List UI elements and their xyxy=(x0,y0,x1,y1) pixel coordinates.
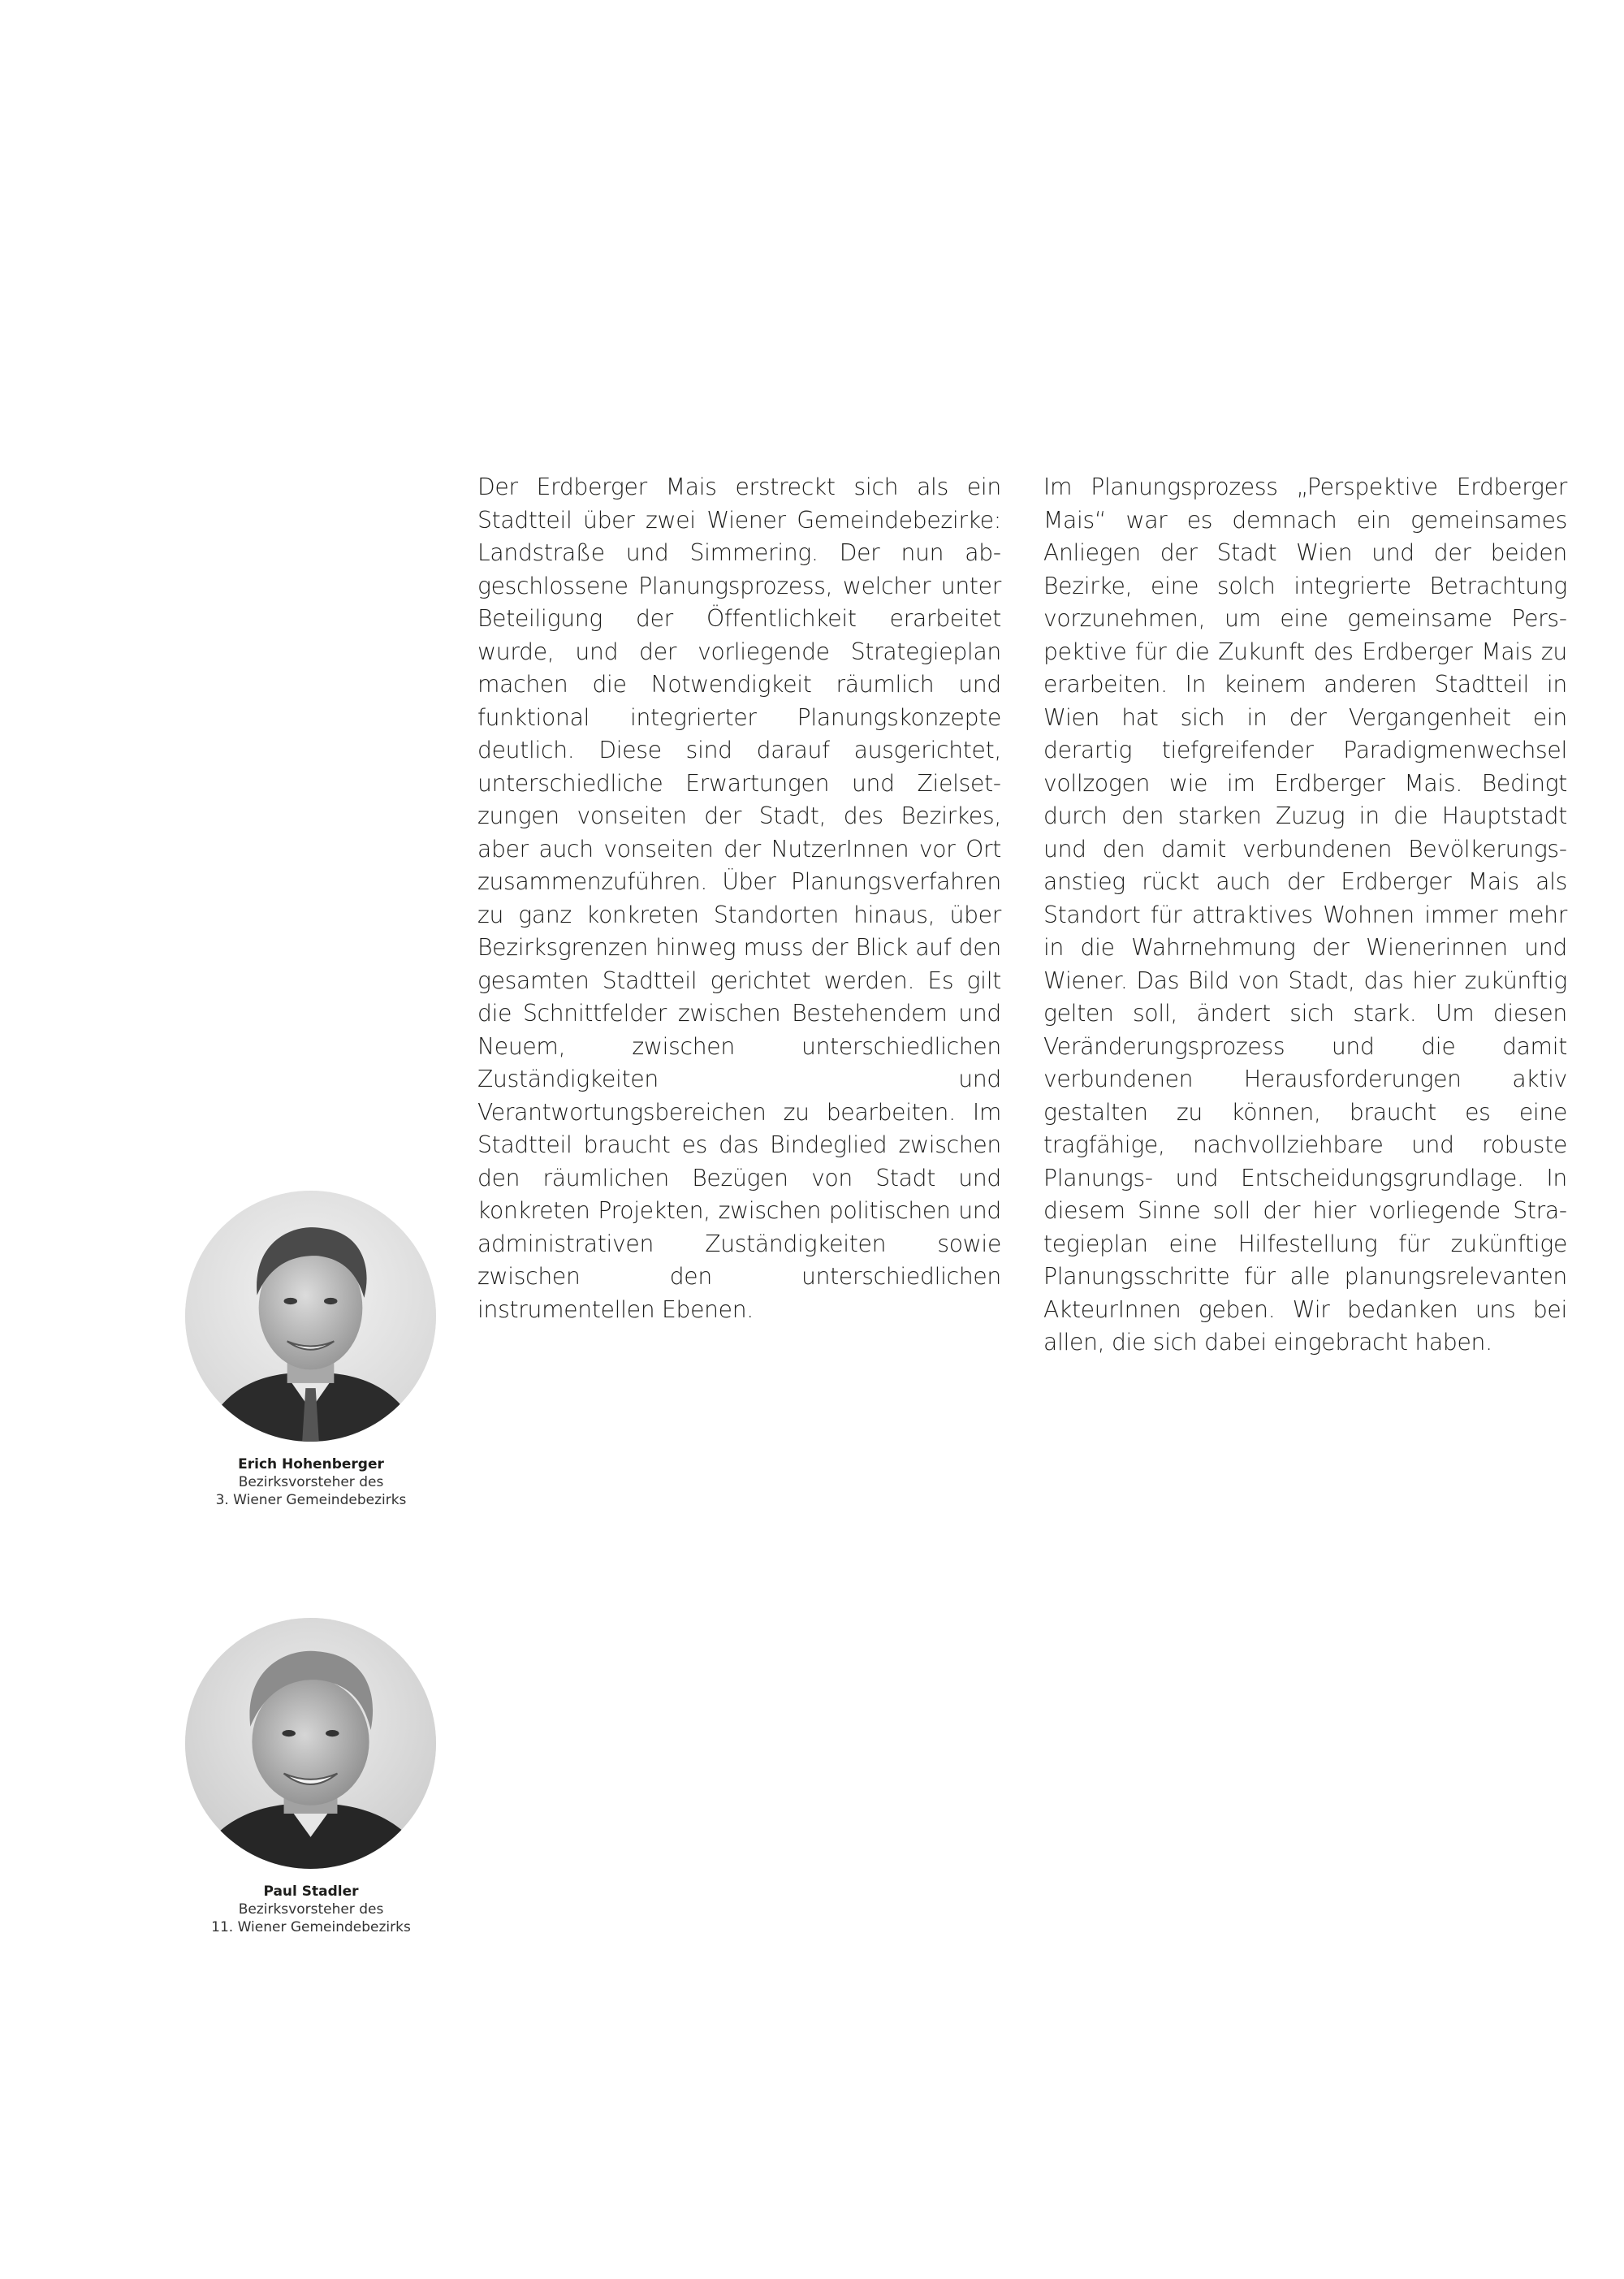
person-role-line2: 11. Wiener Gemeindebezirks xyxy=(211,1919,411,1935)
person-role-line1: Bezirksvorsteher des xyxy=(238,1474,384,1490)
person-name: Paul Stadler xyxy=(263,1883,359,1900)
foreword-left-column xyxy=(477,471,1001,1326)
person-role-line2: 3. Wiener Gemeindebezirks xyxy=(215,1492,407,1508)
person-name: Erich Hohenberger xyxy=(238,1456,384,1472)
person-portrait-icon xyxy=(185,1191,436,1442)
person-role-line1: Bezirksvorsteher des xyxy=(238,1901,384,1918)
portrait-erich-hohenberger xyxy=(185,1191,436,1442)
foreword-paragraph-left: Der Erdberger Mais erstreckt sich als ein Stadtteil über zwei Wiener Gemeindebezirke: Landstraße und Simmering. Der nun abgeschlossene Planungsprozess, welcher unter Beteiligung der Öffentlichkeit erarbeitet wurde, und der vorliegende Strategieplan machen die Notwendigkeit räumlich und funktional integrierter Planungskonzepte deutlich. Diese sind darauf ausgerichtet, unterschiedliche Erwartungen und Zielsetzungen vonseiten der Stadt, des Bezirkes, aber auch vonseiten der NutzerInnen vor Ort zusammenzuführen. Über Planungsverfahren zu ganz konkreten Standorten hinaus, über Bezirksgrenzen hinweg muss der Blick auf den gesamten Stadtteil gerichtet werden. Es gilt die Schnittfelder zwischen Bestehendem und Neuem, zwischen unterschiedlichen Zuständigkeiten und Verantwortungsbereichen zu bearbeiten. Im Stadtteil braucht es das Bindeglied zwischen den räumlichen Bezügen von Stadt und konkreten Projekten, zwischen politischen und administrativen Zuständigkeiten sowie zwischen den unterschiedlichen instrumentellen Ebenen. xyxy=(477,474,1001,1323)
caption-paul-stadler xyxy=(149,1883,473,1936)
foreword-paragraph-right: Im Planungsprozess „Perspektive Erdberger Mais“ war es demnach ein gemeinsames Anliegen der Stadt Wien und der beiden Bezirke, eine solch integrierte Betrachtung vorzunehmen, um eine gemeinsame Perspektive für die Zukunft des Erdberger Mais zu erarbeiten. In keinem anderen Stadtteil in Wien hat sich in der Vergangenheit ein derartig tiefgreifender Paradigmenwechsel vollzogen wie im Erdberger Mais. Bedingt durch den starken Zuzug in die Hauptstadt und den damit verbundenen Bevölkerungsanstieg rückt auch der Erdberger Mais als Standort für attraktives Wohnen immer mehr in die Wahrnehmung der Wienerinnen und Wiener. Das Bild von Stadt, das hier zukünftig gelten soll, ändert sich stark. Um diesen Veränderungsprozess und die damit verbundenen Herausforderungen aktiv gestalten zu können, braucht es eine tragfähige, nachvollziehbare und robuste Planungs- und Entscheidungsgrundlage. In diesem Sinne soll der hier vorliegende Strategieplan eine Hilfestellung für zukünftige Planungsschritte für alle planungsrelevanten AkteurInnen geben. Wir bedanken uns bei allen, die sich dabei eingebracht haben. xyxy=(1043,474,1567,1356)
portrait-paul-stadler xyxy=(185,1618,436,1869)
foreword-right-column xyxy=(1043,471,1567,1360)
caption-erich-hohenberger xyxy=(149,1455,473,1509)
person-portrait-icon xyxy=(185,1618,436,1869)
